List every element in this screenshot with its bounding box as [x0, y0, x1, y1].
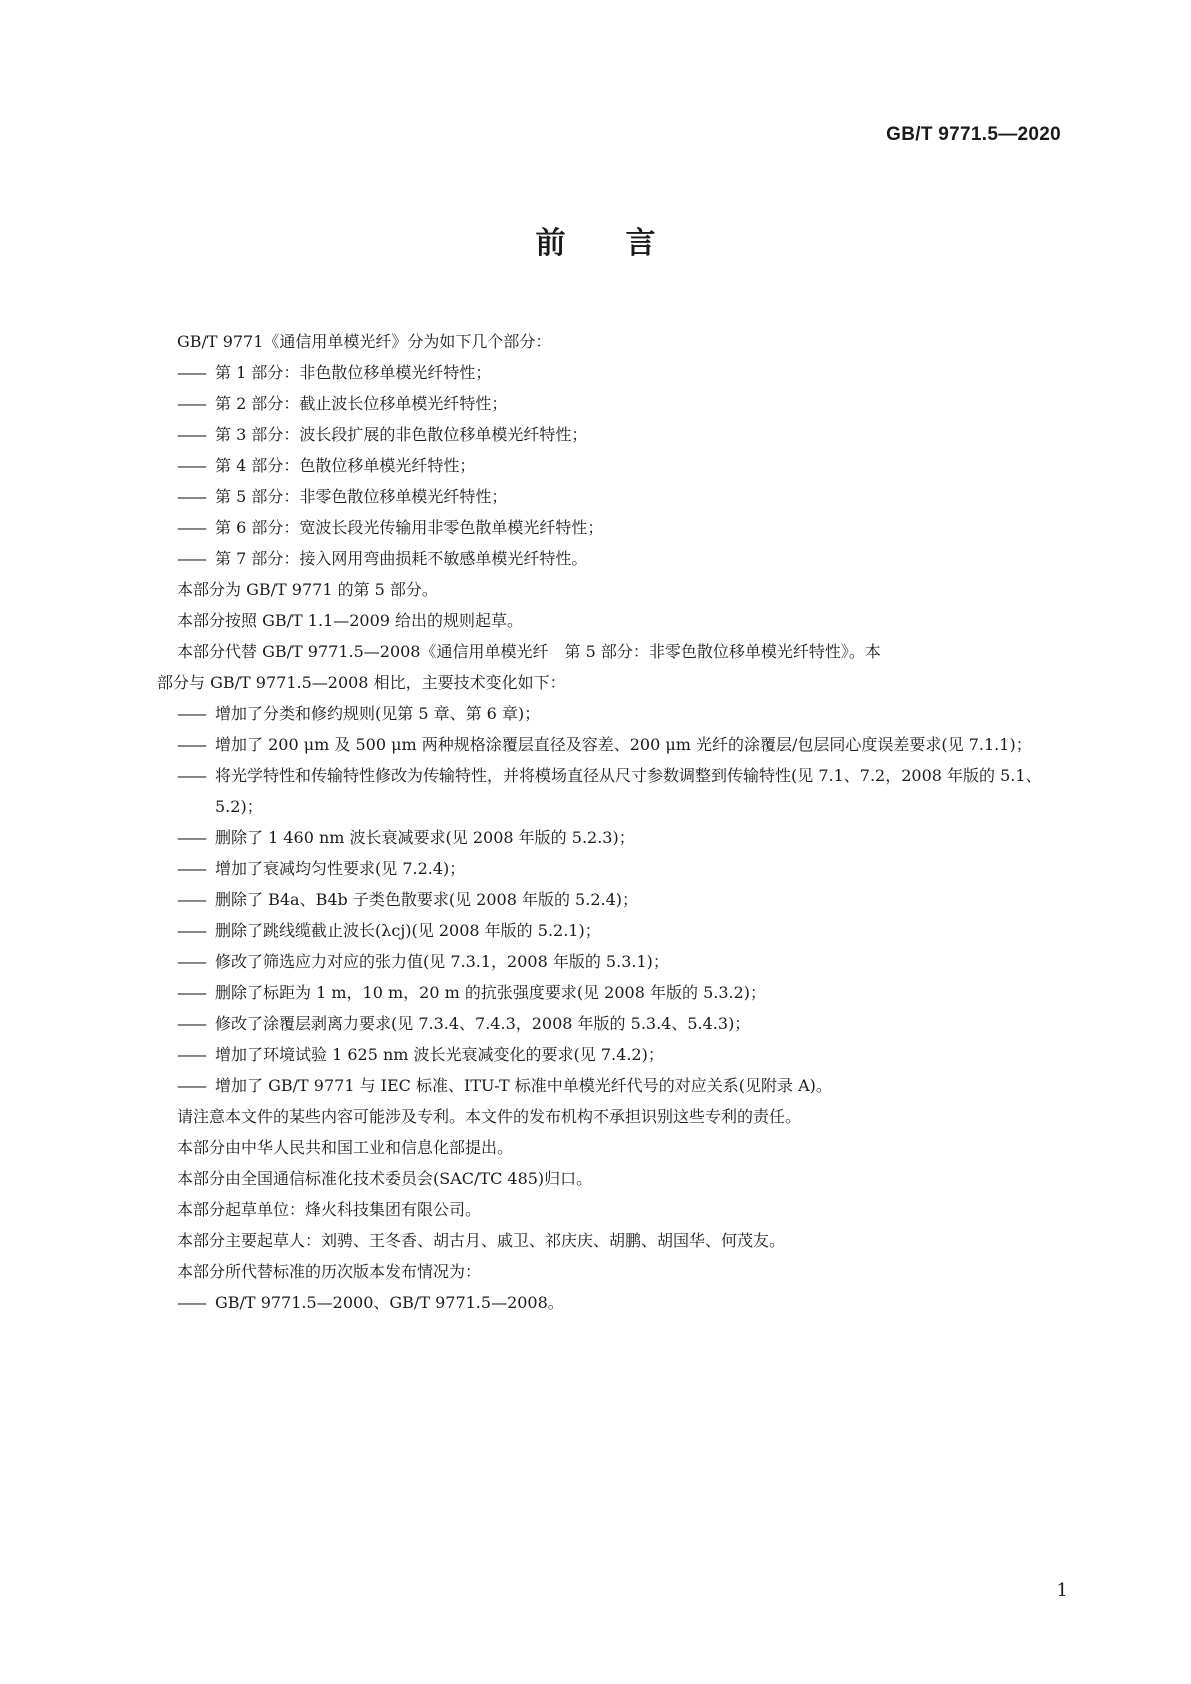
- part-item-1: 第 1 部分：非色散位移单模光纤特性；: [215, 363, 492, 382]
- dash-marker: ——: [177, 704, 205, 723]
- dash-marker: ——: [177, 1045, 205, 1064]
- patent-notice: 请注意本文件的某些内容可能涉及专利。本文件的发布机构不承担识别这些专利的责任。: [177, 1107, 802, 1126]
- change-item-1: 增加了分类和修约规则(见第 5 章、第 6 章)；: [215, 704, 541, 723]
- intro-paragraph: GB/T 9771《通信用单模光纤》分为如下几个部分：: [177, 332, 552, 351]
- dash-marker: ——: [177, 859, 205, 878]
- proposed-by: 本部分由中华人民共和国工业和信息化部提出。: [177, 1138, 514, 1157]
- change-item-11: 增加了环境试验 1 625 nm 波长光衰减变化的要求(见 7.4.2)；: [215, 1045, 664, 1064]
- replaces-paragraph-line-1: 本部分代替 GB/T 9771.5—2008《通信用单模光纤 第 5 部分：非零色散位移单模光纤特性》。本: [177, 642, 881, 661]
- page-number: 1: [1056, 1580, 1068, 1601]
- list-item: [177, 760, 1062, 822]
- change-item-6: 删除了 B4a、B4b 子类色散要求(见 2008 年版的 5.2.4)；: [215, 890, 639, 909]
- list-item: [177, 977, 1062, 1008]
- dash-marker: ——: [177, 735, 205, 754]
- dash-marker: ——: [177, 549, 205, 568]
- dash-marker: ——: [177, 363, 205, 382]
- list-item: [177, 1070, 1062, 1101]
- page-title: 前言: [535, 226, 716, 261]
- change-item-5: 增加了衰减均匀性要求(见 7.2.4)；: [215, 859, 466, 878]
- history-intro: 本部分所代替标准的历次版本发布情况为：: [177, 1262, 482, 1281]
- dash-marker: ——: [177, 828, 205, 847]
- list-item: [177, 512, 1062, 543]
- dash-marker: ——: [177, 890, 205, 909]
- list-item: [177, 946, 1062, 977]
- dash-marker: ——: [177, 1014, 205, 1033]
- part-item-6: 第 6 部分：宽波长段光传输用非零色散单模光纤特性；: [215, 518, 604, 537]
- dash-marker: ——: [177, 425, 205, 444]
- dash-marker: ——: [177, 518, 205, 537]
- change-item-9: 删除了标距为 1 m，10 m，20 m 的抗张强度要求(见 2008 年版的 5.3.2)；: [215, 983, 767, 1002]
- part-statement: 本部分为 GB/T 9771 的第 5 部分。: [177, 580, 438, 599]
- change-item-7: 删除了跳线缆截止波长(λcj)(见 2008 年版的 5.2.1)；: [215, 921, 601, 940]
- dash-marker: ——: [177, 456, 205, 475]
- list-item: [177, 1008, 1062, 1039]
- foreword-body: [157, 326, 1062, 1318]
- change-item-12: 增加了 GB/T 9771 与 IEC 标准、ITU-T 标准中单模光纤代号的对应关系(见附录 A)。: [215, 1076, 832, 1095]
- list-item: [177, 357, 1062, 388]
- list-item: [177, 481, 1062, 512]
- dash-marker: ——: [177, 983, 205, 1002]
- centralized-by: 本部分由全国通信标准化技术委员会(SAC/TC 485)归口。: [177, 1169, 593, 1188]
- change-item-2: 增加了 200 μm 及 500 μm 两种规格涂覆层直径及容差、200 μm 光纤的涂覆层/包层同心度误差要求(见 7.1.1)；: [215, 735, 1032, 754]
- change-item-3: 将光学特性和传输特性修改为传输特性，并将模场直径从尺寸参数调整到传输特性(见 7.1、7.2，2008 年版的 5.1、5.2)；: [215, 766, 1042, 816]
- part-item-4: 第 4 部分：色散位移单模光纤特性；: [215, 456, 476, 475]
- list-item: [177, 698, 1062, 729]
- replaces-paragraph-line-2: 部分与 GB/T 9771.5—2008 相比，主要技术变化如下：: [157, 673, 566, 692]
- dash-marker: ——: [177, 766, 205, 785]
- dash-marker: ——: [177, 1076, 205, 1095]
- list-item: [177, 1039, 1062, 1070]
- part-item-3: 第 3 部分：波长段扩展的非色散位移单模光纤特性；: [215, 425, 588, 444]
- dash-marker: ——: [177, 952, 205, 971]
- dash-marker: ——: [177, 487, 205, 506]
- list-item: [177, 543, 1062, 574]
- list-item: [177, 419, 1062, 450]
- list-item: [177, 853, 1062, 884]
- list-item: [177, 915, 1062, 946]
- drafting-unit: 本部分起草单位：烽火科技集团有限公司。: [177, 1200, 482, 1219]
- history-item-1: GB/T 9771.5—2000、GB/T 9771.5—2008。: [215, 1293, 564, 1312]
- standard-code: GB/T 9771.5—2020: [886, 124, 1061, 145]
- list-item: [177, 729, 1062, 760]
- list-item: [177, 1287, 1062, 1318]
- list-item: [177, 450, 1062, 481]
- part-item-2: 第 2 部分：截止波长位移单模光纤特性；: [215, 394, 508, 413]
- list-item: [177, 884, 1062, 915]
- dash-marker: ——: [177, 921, 205, 940]
- part-item-7: 第 7 部分：接入网用弯曲损耗不敏感单模光纤特性。: [215, 549, 588, 568]
- drafting-rules: 本部分按照 GB/T 1.1—2009 给出的规则起草。: [177, 611, 524, 630]
- list-item: [177, 822, 1062, 853]
- list-item: [177, 388, 1062, 419]
- dash-marker: ——: [177, 394, 205, 413]
- change-item-10: 修改了涂覆层剥离力要求(见 7.3.4、7.4.3，2008 年版的 5.3.4、5.4.3)；: [215, 1014, 751, 1033]
- part-item-5: 第 5 部分：非零色散位移单模光纤特性；: [215, 487, 508, 506]
- change-item-8: 修改了筛选应力对应的张力值(见 7.3.1，2008 年版的 5.3.1)；: [215, 952, 669, 971]
- change-item-4: 删除了 1 460 nm 波长衰减要求(见 2008 年版的 5.2.3)；: [215, 828, 635, 847]
- dash-marker: ——: [177, 1293, 205, 1312]
- drafters: 本部分主要起草人：刘骋、王冬香、胡古月、戚卫、祁庆庆、胡鹏、胡国华、何茂友。: [177, 1231, 786, 1250]
